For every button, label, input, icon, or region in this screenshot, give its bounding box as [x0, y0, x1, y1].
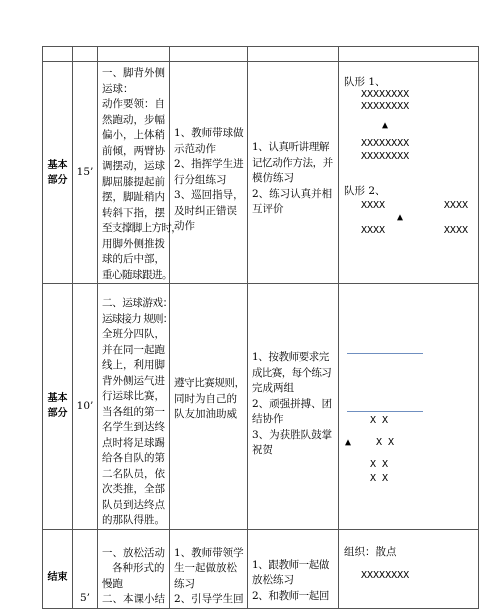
- time-label: 15’: [76, 165, 94, 178]
- teacher-cell: [170, 529, 248, 608]
- teacher-line: 1、教师带领学: [174, 546, 244, 559]
- student-line: 1、认真听讲理解: [252, 141, 329, 153]
- start-line: [347, 353, 423, 354]
- section-cell: [43, 284, 73, 530]
- formation-row: XXXXXXXX: [361, 88, 410, 100]
- teacher-line: 2、引导学生回: [174, 593, 244, 605]
- student-line: 2、练习认真并相: [252, 187, 333, 200]
- formation-row: X X: [370, 473, 389, 484]
- header-cell: [98, 47, 170, 62]
- content-cell: [98, 62, 182, 284]
- student-cell: [248, 284, 339, 530]
- teacher-line: 队友加油助威: [174, 408, 237, 420]
- formation-row: XXXXXXXX: [361, 138, 410, 149]
- content-line: 队员到达终点: [102, 498, 165, 511]
- formation-row: X X: [370, 459, 389, 470]
- formation-row: X X: [370, 415, 389, 426]
- header-cell: [43, 47, 73, 62]
- table-row: [43, 284, 479, 530]
- teacher-line: 同时为自己的: [174, 392, 237, 405]
- content-line: 背外侧运气进: [102, 374, 165, 387]
- content-line: 用脚外侧推拨: [102, 237, 165, 250]
- teacher-line: 及时纠正错误: [174, 204, 237, 217]
- teacher-triangle-icon: ▲: [397, 212, 404, 223]
- teacher-line: 生一起做放松: [174, 562, 237, 574]
- section-label: 基本部分: [47, 393, 68, 420]
- teacher-line: 遵守比赛规则，: [174, 377, 245, 389]
- content-line: 慢跑: [102, 577, 123, 590]
- content-line: 线上，利用脚: [102, 359, 165, 371]
- student-line: 结协作: [252, 413, 284, 425]
- formation-label: 队形 2、: [344, 185, 386, 197]
- content-line: 运球：: [102, 82, 134, 95]
- student-line: 放松练习: [252, 574, 294, 586]
- content-line: 然跑动，步幅: [102, 113, 165, 126]
- content-line: 名学生到达终: [102, 421, 165, 433]
- content-line: 次类推，全部: [102, 483, 165, 495]
- student-cell: [248, 62, 339, 284]
- content-line: 转斜下指，摆: [102, 206, 165, 219]
- content-line: 点时将足球踢: [102, 436, 165, 449]
- content-line: 二、本课小结: [102, 593, 165, 605]
- header-cell: [339, 47, 479, 62]
- finish-line: [347, 411, 423, 412]
- teacher-line: 行分组练习: [174, 173, 227, 186]
- header-cell: [248, 47, 339, 62]
- student-line: 完成两组: [252, 382, 294, 394]
- content-line: 脚屈膝提起前: [102, 175, 165, 188]
- content-line: 至支撑脚上方时，: [102, 222, 182, 234]
- teacher-line: 3、巡回指导，: [174, 189, 244, 201]
- student-cell: [248, 529, 339, 608]
- student-line: 模仿练习: [252, 172, 294, 184]
- formation-row: XXXXXXXX: [361, 101, 410, 112]
- student-line: 2、顽强拼搏、团: [252, 397, 333, 410]
- content-line: 一、脚背外侧: [102, 67, 165, 79]
- content-cell: [98, 529, 170, 608]
- content-line: 全班分四队，: [102, 328, 165, 340]
- student-line: 祝贺: [252, 444, 273, 456]
- teacher-line: 1、教师带球做: [174, 127, 244, 139]
- content-line: 重心随球跟进。: [102, 268, 172, 281]
- header-row: [43, 47, 479, 62]
- formation-row: [344, 198, 474, 213]
- teacher-line: 示范动作: [174, 142, 216, 155]
- teacher-triangle-icon: ▲: [345, 437, 352, 448]
- header-cell: [170, 47, 248, 62]
- teacher-cell: [170, 62, 248, 284]
- content-line: 并在同一起跑: [102, 343, 165, 356]
- formation-cell: [339, 284, 479, 530]
- formation-label: 队形 1、: [344, 76, 386, 88]
- content-line: 球的后中部，: [102, 253, 165, 265]
- formation-row: X X: [376, 437, 395, 448]
- formation-cell: [339, 529, 479, 608]
- content-line: 前倾，两臂协: [102, 144, 165, 157]
- teacher-triangle-icon: ▲: [382, 119, 389, 131]
- student-line: 1、按教师要求完: [252, 351, 329, 363]
- content-line: 动作要领：自: [102, 98, 165, 110]
- time-label: 5’: [79, 591, 91, 604]
- time-label: 10’: [76, 399, 94, 412]
- formation-row: XXXXXXXX: [361, 150, 410, 162]
- table-row: [43, 529, 479, 608]
- content-line: 摆，脚趾稍内: [102, 191, 165, 203]
- formation-group: XXXX: [443, 199, 468, 211]
- header-cell: [73, 47, 98, 62]
- formation-cell: [339, 62, 479, 284]
- section-label: 基本部分: [47, 159, 68, 186]
- section-cell: [43, 62, 73, 284]
- formation-group: XXXX: [361, 199, 386, 211]
- formation-label: 组织：散点: [344, 545, 397, 558]
- teacher-line: 2、指挥学生进: [174, 158, 244, 170]
- content-line: 二、运球游戏：: [102, 297, 173, 309]
- teacher-line: 练习: [174, 577, 195, 590]
- content-line: 给各自队的第: [102, 452, 165, 464]
- content-line: 当各组的第一: [102, 405, 165, 418]
- content-line: 调摆动，运球: [102, 160, 165, 172]
- formation-group: XXXX: [443, 224, 468, 236]
- formation-row: XXXXXXXX: [361, 570, 410, 581]
- time-cell: [73, 284, 98, 530]
- student-line: 1、跟教师一起做: [252, 558, 329, 571]
- content-line: 偏小，上体稍: [102, 129, 165, 141]
- time-cell: [73, 62, 98, 284]
- table-row: [43, 62, 479, 284]
- lesson-plan-table: [42, 46, 479, 609]
- student-line: 3、为获胜队鼓掌: [252, 428, 333, 441]
- teacher-line: 动作: [174, 220, 195, 232]
- teacher-cell: [170, 284, 248, 530]
- content-line: 运球接力 规则：: [102, 312, 173, 325]
- content-line: 一、放松活动: [102, 546, 165, 559]
- student-line: 互评价: [252, 203, 284, 215]
- content-line: 行运球比赛，: [102, 390, 165, 402]
- section-cell: [43, 529, 73, 608]
- student-line: 成比赛，每个练习: [252, 366, 332, 379]
- formation-row: [344, 225, 474, 238]
- student-line: 记忆动作方法，并: [252, 156, 333, 169]
- content-line: 各种形式的: [112, 562, 165, 574]
- time-cell: [73, 529, 98, 608]
- content-cell: [98, 284, 173, 530]
- student-line: 2、和教师一起回: [252, 589, 329, 602]
- formation-group: XXXX: [361, 224, 386, 236]
- section-label: 结束: [47, 572, 68, 583]
- content-line: 二名队员，依: [102, 467, 165, 480]
- content-line: 的那队得胜。: [102, 514, 165, 526]
